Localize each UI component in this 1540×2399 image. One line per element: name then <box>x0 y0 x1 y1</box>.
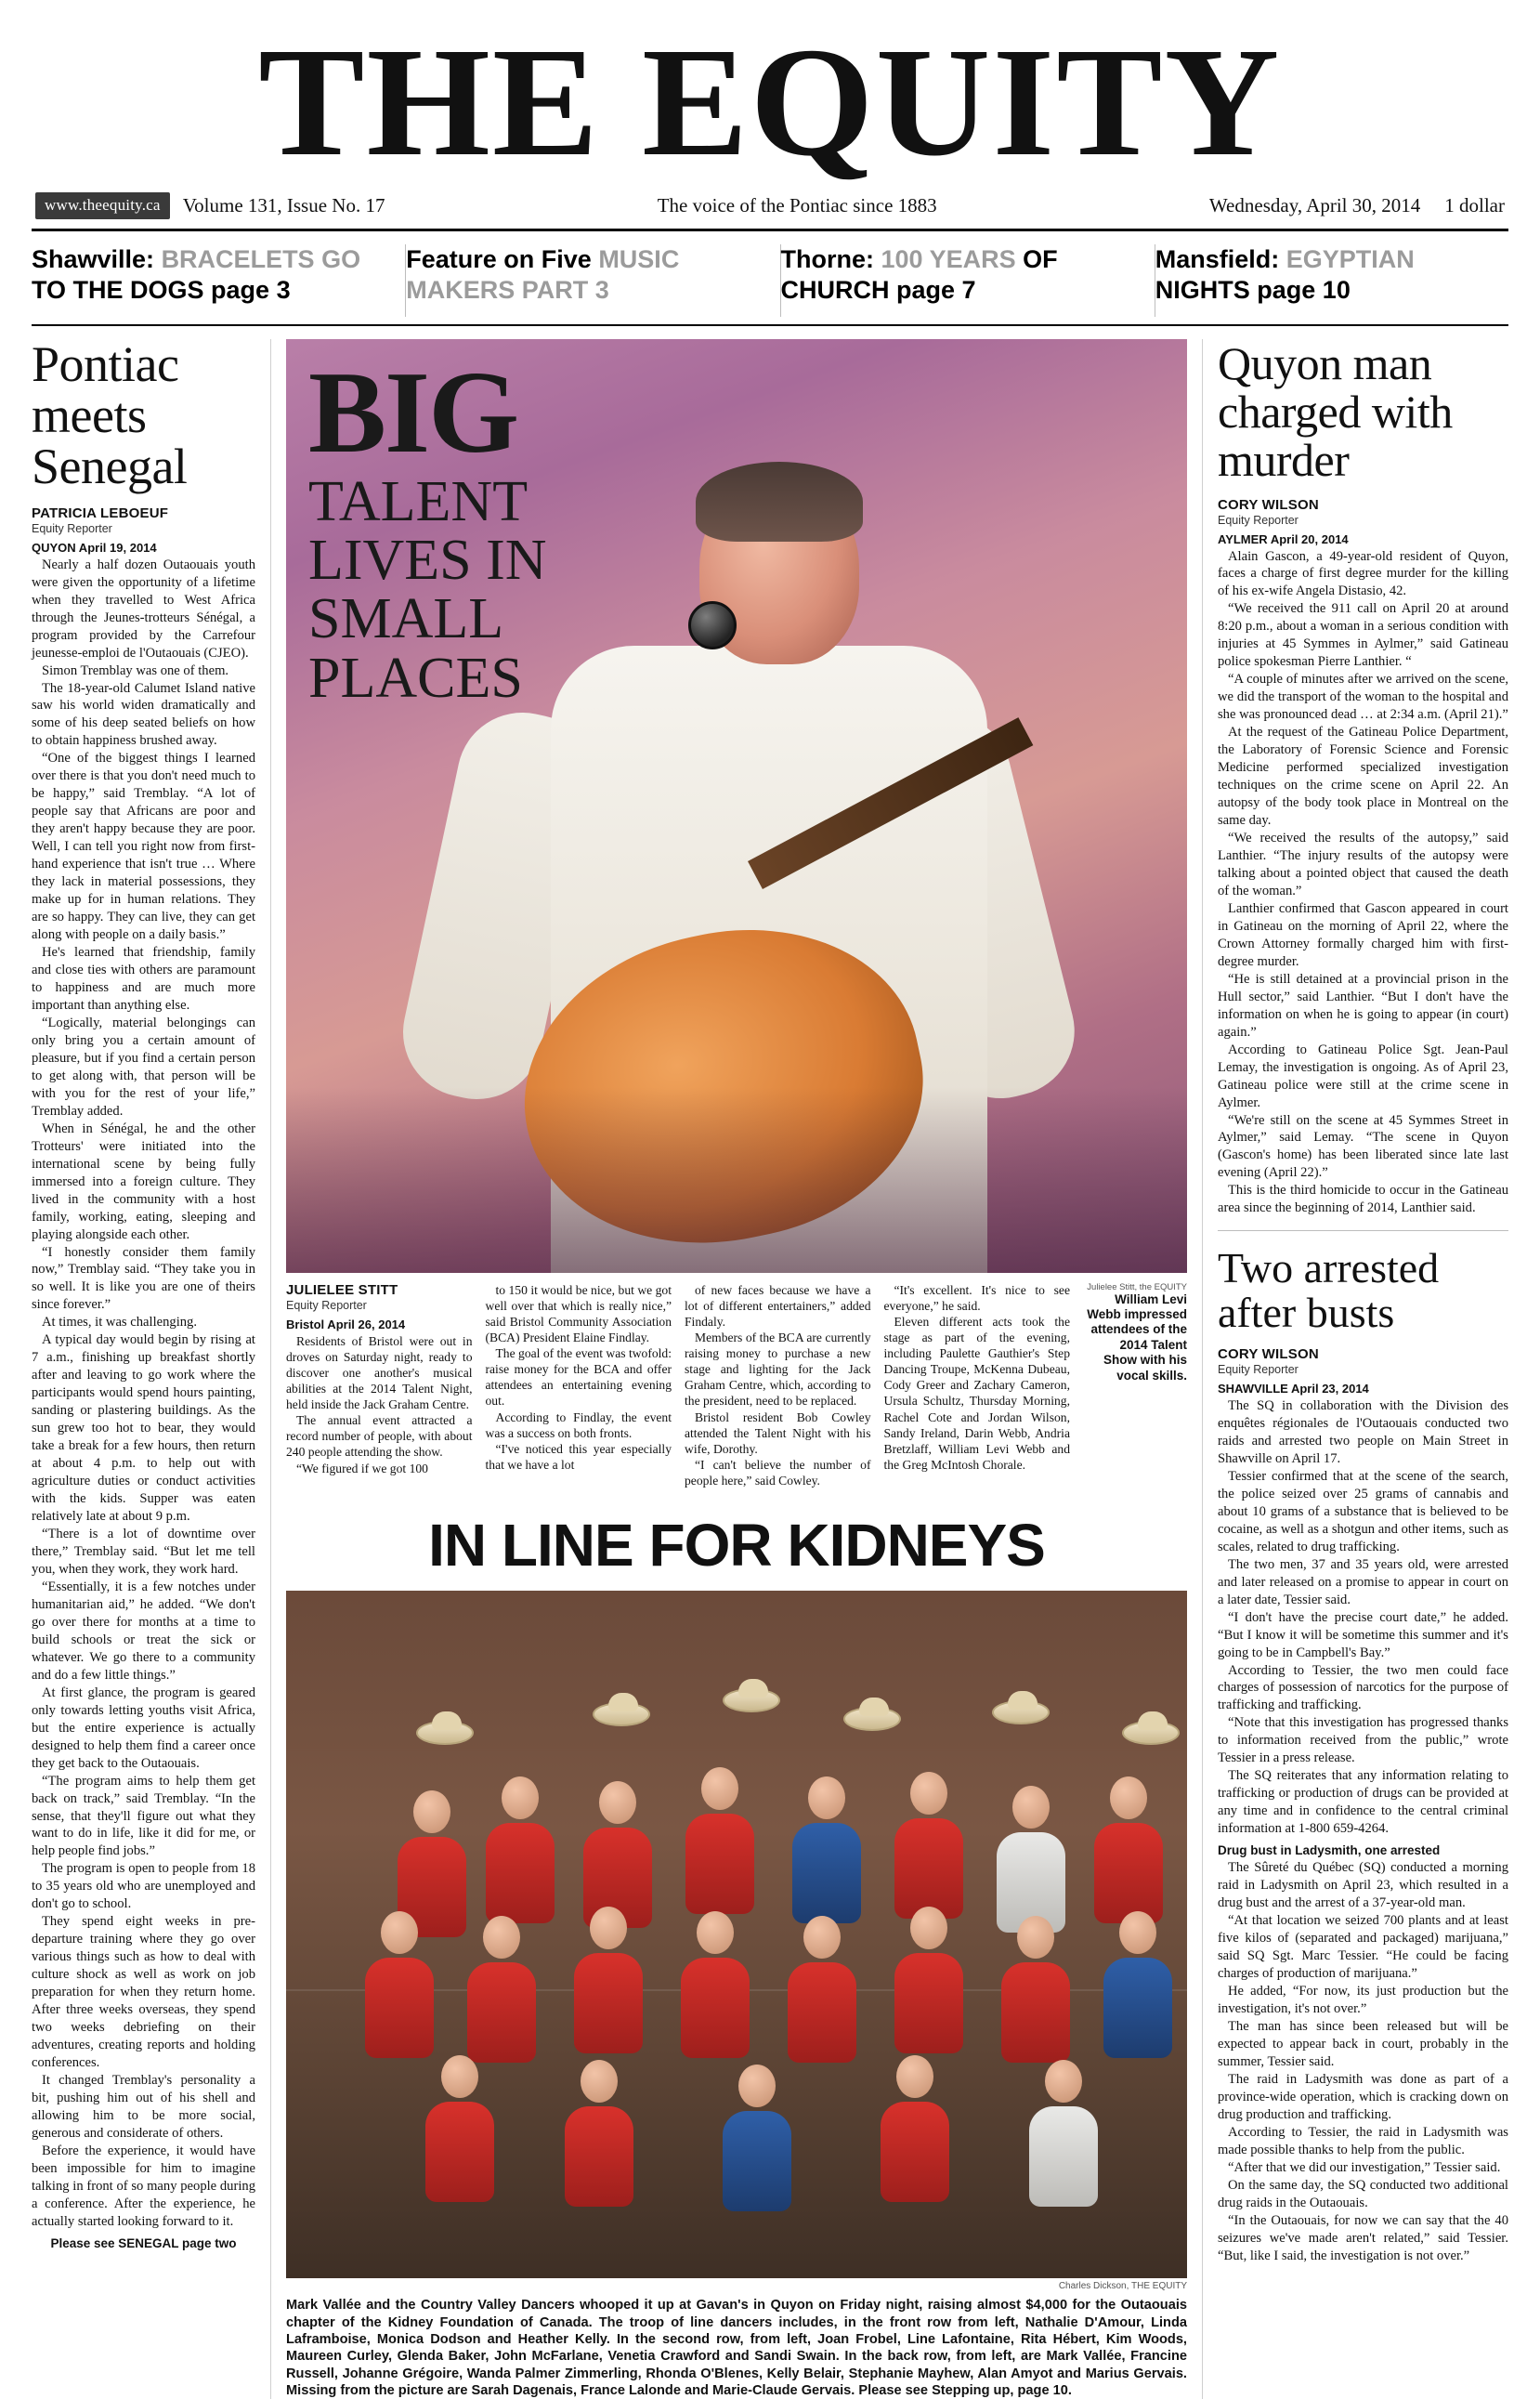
teaser-black: NIGHTS <box>1155 276 1250 304</box>
paragraph: According to Tessier, the two men could face charges of possession of narcotics for the purpose of trafficking and trafficking. <box>1218 1662 1508 1715</box>
paragraph: “I don't have the precise court date,” he added. “But I know it will be sometime this summer and it's going to be in Campbell's Bay.” <box>1218 1609 1508 1662</box>
paragraph: On the same day, the SQ conducted two additional drug raids in the Outaouais. <box>1218 2177 1508 2212</box>
article-body-murder <box>1218 548 1508 1218</box>
byline-role: Equity Reporter <box>1218 1363 1508 1376</box>
paragraph: At times, it was challenging. <box>32 1314 255 1331</box>
talent-col-4 <box>884 1282 1071 1489</box>
paragraph: The program is open to people from 18 to 35 years old who are unemployed and don't go to school. <box>32 1860 255 1913</box>
talent-show-photo <box>286 339 1187 1273</box>
price: 1 dollar <box>1444 194 1505 217</box>
byline-author: CORY WILSON <box>1218 1346 1508 1362</box>
photo-overlay-headline <box>308 360 547 705</box>
dancer <box>1094 1776 1163 1923</box>
masthead-title <box>32 26 1508 179</box>
paragraph: The man has since been released but will be expected to appear back in court, probably in the summer, Tessier said. <box>1218 2018 1508 2071</box>
paragraph: This is the third homicide to occur in the Gatineau area since the beginning of 2014, Lanthier said. <box>1218 1182 1508 1217</box>
performer-hair <box>696 462 863 542</box>
paragraph: Before the experience, it would have been impossible for him to imagine talking in front of so many people during a conference. After the experience, he actually started looking forward to it. <box>32 2143 255 2231</box>
page-title: Pontiac meets Senegal <box>32 339 255 492</box>
paragraph: Members of the BCA are currently raising money to purchase a new stage and lighting for the Jack Graham Centre, which, according to the president, need to be replaced. <box>685 1330 871 1409</box>
paragraph: “A couple of minutes after we arrived on the scene, we did the transport of the woman to the hospital and she was pronounced dead … at 2:34 a.m. (April 21).” <box>1218 671 1508 724</box>
teaser-black: MAKERS PART 3 <box>406 276 609 304</box>
paragraph: The SQ in collaboration with the Division des enquêtes régionales de l'Outaouais conducted two raids and arrested two people on Main Street in Shawville on April 17. <box>1218 1397 1508 1468</box>
paragraph: He added, “For now, its just production but the investigation, it's not over.” <box>1218 1983 1508 2018</box>
paragraph: The Sûreté du Québec (SQ) conducted a morning raid in Ladysmith on April 23, which resulted in a drug bust and the arrest of a 37-year-old man. <box>1218 1859 1508 1912</box>
overlay-word-1: BIG <box>308 360 547 467</box>
website-badge[interactable]: www.theequity.ca <box>35 192 170 219</box>
paragraph: “The program aims to help them get back on track,” said Tremblay. “In the sense, that they'll figure out what they want to do in life, like it did for me, or help people find jobs.” <box>32 1773 255 1861</box>
cowboy-hat <box>1122 1721 1180 1745</box>
teaser-lead: Feature on Five <box>406 245 592 273</box>
teaser-page: page 3 <box>211 276 291 304</box>
paragraph: “He is still detained at a provincial prison in the Hull sector,” said Lanthier. “But I don't have the information on when he is going to appear (in court) again.” <box>1218 971 1508 1042</box>
dancer <box>425 2055 494 2202</box>
paragraph: At first glance, the program is geared only towards letting youths visit Africa, but the entire experience is actually designed to help them find a career once they get back to the Outaouais. <box>32 1685 255 1773</box>
dancer <box>723 2065 791 2211</box>
paragraph: Alain Gascon, a 49-year-old resident of Quyon, faces a charge of first degree murder for the killing of his ex-wife Angela Distasio, 42. <box>1218 548 1508 601</box>
paragraph: “Note that this investigation has progressed thanks to information received from the public,” wrote Tessier in a press release. <box>1218 1714 1508 1767</box>
paragraph: “Logically, material belongings can only bring you a certain amount of pleasure, but if you find a certain person to get along with, that person will be with you for the rest of your life,” Tremblay added. <box>32 1015 255 1121</box>
teaser-lead: Thorne: <box>781 245 875 273</box>
photo-vignette <box>286 1087 1187 1273</box>
byline-role: Equity Reporter <box>32 522 255 535</box>
teaser-thorne[interactable] <box>781 244 1155 317</box>
paragraph: According to Tessier, the raid in Ladysmith was made possible thanks to help from the public. <box>1218 2124 1508 2159</box>
teaser-grey: EGYPTIAN <box>1286 245 1415 273</box>
center-column <box>271 339 1202 2399</box>
teaser-mansfield[interactable] <box>1155 244 1508 317</box>
right-column <box>1202 339 1508 2399</box>
paragraph: At the request of the Gatineau Police Department, the Laboratory of Forensic Science and Forensic Medicine performed specialized investigation techniques on the crime scene on April 22. An autopsy of the body took place in Montreal on the same day. <box>1218 724 1508 830</box>
byline-author: JULIELEE STITT <box>286 1282 473 1298</box>
paragraph: “In the Outaouais, for now we can say that the 40 seizures we've made aren't related,” said Tessier. “But, like I said, the investigation is not over.” <box>1218 2212 1508 2265</box>
teaser-strip <box>32 244 1508 317</box>
dancer <box>574 1907 643 2053</box>
dancer <box>788 1916 856 2063</box>
cowboy-hat <box>992 1700 1050 1724</box>
paragraph: “Essentially, it is a few notches under humanitarian aid,” he added. “We don't go over there for months at a time to build schools or treat the sick or whatever. We go there to a community and do a few little things.” <box>32 1579 255 1685</box>
jump-line[interactable]: Please see SENEGAL page two <box>32 2236 255 2250</box>
line-dancers-photo <box>286 1591 1187 2278</box>
dancers-illustration <box>286 1591 1187 2278</box>
byline-author: PATRICIA LEBOEUF <box>32 505 255 521</box>
cowboy-hat <box>843 1707 901 1731</box>
kidney-headline: IN LINE FOR KIDNEYS <box>286 1511 1187 1580</box>
paragraph: According to Gatineau Police Sgt. Jean-Paul Lemay, the investigation is ongoing. As of April 23, Gatineau police were still at the crime scene in Aylmer. <box>1218 1042 1508 1112</box>
byline-role: Equity Reporter <box>1218 514 1508 527</box>
dancer <box>685 1767 754 1914</box>
paragraph: “It's excellent. It's nice to see everyone,” he said. <box>884 1282 1071 1314</box>
masthead-text: THE EQUITY <box>258 26 1281 179</box>
headline-two-arrested: Two arrested after busts <box>1218 1246 1508 1335</box>
masthead-infobar <box>32 192 1508 219</box>
dancer <box>1103 1911 1172 2058</box>
paragraph: According to Findlay, the event was a success on both fronts. <box>486 1409 672 1441</box>
paragraph: “There is a lot of downtime over there,” Tremblay said. “But let me tell you, when they work, they work hard. <box>32 1526 255 1579</box>
paragraph: The two men, 37 and 35 years old, were arrested and later released on a promise to appear in court on a later date, Tessier said. <box>1218 1556 1508 1609</box>
paragraph: When in Sénégal, he and the other Trotteurs' were initiated into the international scene by being fully immersed into a foreign culture. They lived in the community with a host family, working, eating, sleeping and playing alongside each other. <box>32 1121 255 1244</box>
paragraph: The 18-year-old Calumet Island native saw his world widen dramatically and some of his deep seated beliefs on how to obtain happiness brushed away. <box>32 680 255 751</box>
paragraph: “We figured if we got 100 <box>286 1461 473 1476</box>
dateline: QUYON April 19, 2014 <box>32 541 255 555</box>
dancer <box>467 1916 536 2063</box>
paragraph: He's learned that friendship, family and close ties with others are paramount to happiness and are much more important than anything else. <box>32 944 255 1015</box>
paragraph: Simon Tremblay was one of them. <box>32 662 255 680</box>
paragraph: “One of the biggest things I learned over there is that you don't need much to be happy,” said Tremblay. “A lot of people say that Africans are poor and they aren't happy because they are poor. Well, I can tell you right now from first-hand experience that isn't true … Where they lack in material possessions, they make up for in human relations. They are so happy. They can live, they can get along with people on a daily basis.” <box>32 750 255 944</box>
paragraph: Nearly a half dozen Outaouais youth were given the opportunity of a lifetime when they travelled to West Africa through the Jeunes-trotteurs Sénégal, a program provided by the Carrefour jeunesse-emploi de l'Outaouais (CJEO). <box>32 557 255 662</box>
microphone-icon <box>688 601 737 649</box>
subheadline-ladysmith: Drug bust in Ladysmith, one arrested <box>1218 1843 1508 1857</box>
teaser-page: page 10 <box>1257 276 1351 304</box>
paragraph: The raid in Ladysmith was done as part of a province-wide operation, which is cracking down on drug production and trafficking. <box>1218 2071 1508 2124</box>
article-body-busts <box>1218 1397 1508 1838</box>
paragraph: “After that we did our investigation,” Tessier said. <box>1218 2159 1508 2177</box>
overlay-word-3: LIVES IN <box>308 534 547 587</box>
dancer <box>792 1776 861 1923</box>
paragraph: “I can't believe the number of people here,” said Cowley. <box>685 1457 871 1488</box>
dateline: Bristol April 26, 2014 <box>286 1317 473 1331</box>
teaser-page: page 7 <box>896 276 976 304</box>
talent-col-3 <box>685 1282 871 1489</box>
article-body-ladysmith <box>1218 1859 1508 2264</box>
paragraph: to 150 it would be nice, but we got well over that which is really nice,” said Bristol Community Association (BCA) President Elaine Findlay. <box>486 1282 672 1346</box>
main-grid <box>32 339 1508 2399</box>
paragraph: The goal of the event was twofold: raise money for the BCA and offer attendees an entertaining evening out. <box>486 1345 672 1409</box>
dancer <box>1001 1916 1070 2063</box>
paragraph: Eleven different acts took the stage as part of the evening, including Paulette Gauthier's Step Dancing Troupe, McKenna Dubeau, Cody Greer and Zachary Cameron, Ursula Schultz, Thursday Morning, Rachel Cote and Jordan Wilson, Sandy Ireland, Darin Webb, Andria Bretzlaff, William Levi Webb and the Greg McIntosh Chorale. <box>884 1314 1071 1473</box>
teaser-grey: BRACELETS GO <box>162 245 361 273</box>
publication-date: Wednesday, April 30, 2014 <box>1209 194 1420 217</box>
divider-right <box>1218 1230 1508 1231</box>
paragraph: Bristol resident Bob Cowley attended the Talent Night with his wife, Dorothy. <box>685 1409 871 1457</box>
kidney-photo-caption: Mark Vallée and the Country Valley Dancers whooped it up at Gavan's in Quyon on Friday night, raising almost $4,000 for the Outaouais chapter of the Kidney Foundation of Canada. The troop of line dancers includes, in the front row from left, Nathalie D'Amour, Linda Laframboise, Monica Dodson and Heather Kelly. In the second row, from left, Joan Frobel, Line Lafontaine, Rita Hébert, Kim Woods, Maureen Curley, Glenda Baker, John McFarlane, Venetia Crawford and Sandi Swain. In the back row, from left, are Mark Vallée, Francine Russell, Johanne Grégoire, Wanda Palmer Zimmerling, Rhonda O'Blenes, Kelly Belair, Stephanie Mayhew, Alan Amyot and Marius Gervais. Missing from the picture are Sarah Dagenais, France Lalonde and Marie-Claude Gervais. Please see Stepping up, page 10. <box>286 2297 1187 2399</box>
paragraph: Tessier confirmed that at the scene of the search, the police seized over 25 grams of cannabis and about 10 grams of a substance that is believed to be cocaine, as well as a shotgun and other items, such as scales, related to drug trafficking. <box>1218 1468 1508 1556</box>
article-body-senegal <box>32 557 255 2231</box>
photo-caption: William Levi Webb impressed attendees of the 2014 Talent Show with his vocal skills. <box>1083 1292 1187 1384</box>
paragraph: Lanthier confirmed that Gascon appeared in court in Gatineau on the morning of April 22, where the Crown Attorney formally charged him with first-degree murder. <box>1218 900 1508 971</box>
dancer <box>894 1907 963 2053</box>
kidney-photo-credit-row <box>286 2281 1187 2291</box>
paragraph: “I've noticed this year especially that we have a lot <box>486 1441 672 1473</box>
teaser-feature-five[interactable] <box>406 244 780 317</box>
dancer <box>1029 2060 1098 2207</box>
teaser-black: OF CHURCH <box>781 245 1058 304</box>
teaser-shawville[interactable] <box>32 244 406 317</box>
cowboy-hat <box>723 1688 780 1712</box>
tagline: The voice of the Pontiac since 1883 <box>658 194 937 217</box>
talent-photo-caption-block <box>1083 1282 1187 1489</box>
teaser-grey: 100 YEARS <box>881 245 1016 273</box>
cowboy-hat <box>593 1702 650 1726</box>
volume-issue: Volume 131, Issue No. 17 <box>183 194 385 217</box>
cowboy-hat <box>416 1721 474 1745</box>
divider-teasers <box>32 324 1508 326</box>
paragraph: They spend eight weeks in pre-departure training where they go over various things such as how to deal with culture shock as well as work on job preparation for when they return home. After three weeks overseas, they spend two weeks debriefing on their adventures, creating reports and holding conferences. <box>32 1913 255 2072</box>
dancer <box>997 1786 1065 1933</box>
headline-quyon-murder: Quyon man charged with murder <box>1218 339 1508 484</box>
paragraph: “I honestly consider them family now,” Tremblay said. “They take you in so well. It is like you are one of theirs since forever.” <box>32 1244 255 1315</box>
talent-story-columns <box>286 1282 1187 1489</box>
paragraph: “We received the 911 call on April 20 at around 8:20 p.m., about a woman in a serious condition with injuries at 45 Symmes in Aylmer,” said Gatineau police spokesman Pierre Lanthier. “ <box>1218 600 1508 671</box>
paragraph: “We're still on the scene at 45 Symmes Street in Aylmer,” said Lemay. “The scene in Quyon (Gascon's home) has been liberated since late last evening (April 22).” <box>1218 1112 1508 1183</box>
dancer <box>681 1911 750 2058</box>
dancer <box>486 1776 555 1923</box>
teaser-lead: Shawville: <box>32 245 154 273</box>
talent-col-2 <box>486 1282 672 1489</box>
dancer <box>881 2055 949 2202</box>
dateline: SHAWVILLE April 23, 2014 <box>1218 1382 1508 1396</box>
paragraph: “At that location we seized 700 plants and at least five kilos of (separated and packaged) marijuana,” said SQ Sgt. Marc Tessier. “He could be facing charges of production of marijuana.” <box>1218 1912 1508 1983</box>
paragraph: of new faces because we have a lot of different entertainers,” added Findaly. <box>685 1282 871 1330</box>
photo-credit: Julielee Stitt, the EQUITY <box>1083 1282 1187 1292</box>
divider-top <box>32 229 1508 231</box>
dancer <box>565 2060 633 2207</box>
paragraph: A typical day would begin by rising at 7 a.m., finishing up breakfast shortly after and leaving to go work where the participants would spend hours painting, sanding or plastering buildings. As the sun grew too hot to bear, they would take a break for a few hours, then return at about 4 p.m. to help out with agriculture duties or conduct activities with the kids. Supper was eaten relatively late at about 9 p.m. <box>32 1331 255 1526</box>
paragraph: Residents of Bristol were out in droves on Saturday night, ready to discover one another's musical abilities at the 2014 Talent Night, held inside the Jack Graham Centre. <box>286 1333 473 1413</box>
talent-col-1 <box>286 1282 473 1489</box>
paragraph: The annual event attracted a record number of people, with about 240 people attending the show. <box>286 1412 473 1460</box>
photo-credit: Charles Dickson, THE EQUITY <box>1059 2281 1187 2291</box>
paragraph: The SQ reiterates that any information relating to trafficking or production of drugs can be provided at any time and in confidence to the central criminal information at 1-800 659-4264. <box>1218 1767 1508 1838</box>
teaser-grey: MUSIC <box>598 245 679 273</box>
byline-role: Equity Reporter <box>286 1299 473 1312</box>
left-column <box>32 339 271 2399</box>
teaser-black: TO THE DOGS <box>32 276 204 304</box>
overlay-word-5: PLACES <box>308 652 547 705</box>
paragraph: It changed Tremblay's personality a bit, pushing him out of his shell and allowing him to be more social, generous and considerate of others. <box>32 2072 255 2143</box>
dancer <box>365 1911 434 2058</box>
overlay-word-2: TALENT <box>308 476 547 529</box>
teaser-lead: Mansfield: <box>1155 245 1280 273</box>
overlay-word-4: SMALL <box>308 593 547 646</box>
dancer <box>894 1772 963 1919</box>
paragraph: “We received the results of the autopsy,” said Lanthier. “The injury results of the autopsy were talking about a pointed object that caused the death of the woman.” <box>1218 830 1508 900</box>
byline-author: CORY WILSON <box>1218 497 1508 513</box>
dateline: AYLMER April 20, 2014 <box>1218 532 1508 546</box>
